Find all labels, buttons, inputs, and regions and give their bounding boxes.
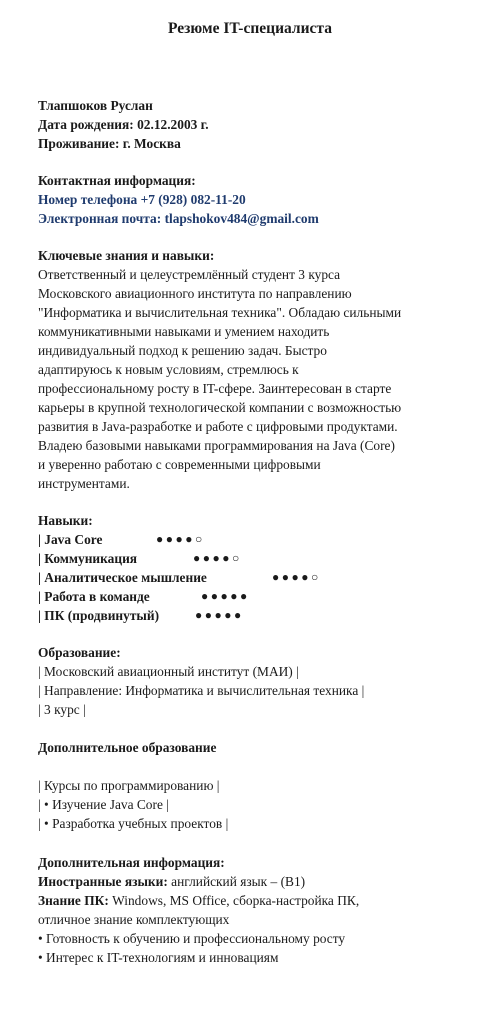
- skill-label: | Java Core: [38, 532, 103, 547]
- summary-line: профессиональному росту в IT-сфере. Заинтересован в старте: [38, 381, 392, 396]
- summary-line: Ответственный и целеустремлённый студент 3 курса: [38, 267, 341, 282]
- birth-date-label: Дата рождения:: [38, 117, 134, 132]
- email-label: Электронная почта:: [38, 211, 162, 226]
- education-section: [38, 643, 462, 719]
- residence-label: Проживание:: [38, 136, 120, 151]
- skill-row: [38, 568, 462, 587]
- personal-section: [38, 96, 462, 153]
- education-line: | Московский авиационный институт (МАИ) |: [38, 664, 299, 679]
- birth-date-row: [38, 115, 462, 134]
- skill-row: [38, 606, 462, 625]
- languages-label: Иностранные языки:: [38, 874, 168, 889]
- skill-level-dots: ●●●●●: [195, 608, 244, 622]
- pc-skills-row: [38, 891, 462, 910]
- summary-line: и уверенно работаю с современными цифровыми: [38, 457, 321, 472]
- email-link[interactable]: tlapshokov484@gmail.com: [164, 211, 319, 226]
- summary-section: [38, 246, 462, 493]
- birth-date-value: 02.12.2003 г.: [137, 117, 209, 132]
- skill-row: [38, 549, 462, 568]
- person-name: Тлапшоков Руслан: [38, 98, 153, 113]
- summary-line: Московского авиационного института по направлению: [38, 286, 352, 301]
- education-line: | Направление: Информатика и вычислительная техника |: [38, 683, 365, 698]
- skill-label: | Аналитическое мышление: [38, 570, 207, 585]
- skill-row: [38, 530, 462, 549]
- pc-skills-value-continued: отличное знание комплектующих: [38, 912, 230, 927]
- additional-education-line: | • Изучение Java Core |: [38, 797, 169, 812]
- skill-level-dots: ●●●●○: [156, 532, 205, 546]
- summary-line: "Информатика и вычислительная техника". Обладаю сильными: [38, 305, 402, 320]
- additional-education-section: [38, 738, 462, 833]
- summary-line: Владею базовыми навыками программирования на Java (Core): [38, 438, 395, 453]
- languages-value: английский язык – (B1): [171, 874, 306, 889]
- additional-info-bullet: • Готовность к обучению и профессиональному росту: [38, 931, 346, 946]
- summary-heading: Ключевые знания и навыки:: [38, 248, 215, 263]
- summary-paragraph: [38, 265, 462, 493]
- contacts-heading: Контактная информация:: [38, 173, 196, 188]
- education-heading: Образование:: [38, 645, 121, 660]
- skill-level-dots: ●●●●●: [201, 589, 250, 603]
- additional-info-bullet: • Интерес к IT-технологиям и инновациям: [38, 950, 279, 965]
- languages-row: [38, 872, 462, 891]
- residence-row: [38, 134, 462, 153]
- skill-level-dots: ●●●●○: [272, 570, 321, 584]
- education-line: | 3 курс |: [38, 702, 86, 717]
- summary-line: коммуникативными навыками и умением находить: [38, 324, 330, 339]
- additional-education-line: | Курсы по программированию |: [38, 778, 220, 793]
- skills-heading: Навыки:: [38, 513, 93, 528]
- pc-skills-value: Windows, MS Office, сборка-настройка ПК,: [112, 893, 360, 908]
- summary-line: карьеры в крупной технологической компании с возможностью: [38, 400, 402, 415]
- skill-label: | ПК (продвинутый): [38, 608, 160, 623]
- additional-education-line: | • Разработка учебных проектов |: [38, 816, 229, 831]
- email-row: [38, 209, 462, 228]
- summary-line: инструментами.: [38, 476, 130, 491]
- pc-skills-label: Знание ПК:: [38, 893, 109, 908]
- contacts-section: [38, 171, 462, 228]
- additional-info-section: [38, 853, 462, 967]
- summary-line: индивидуальный подход к решению задач. Быстро: [38, 343, 327, 358]
- skill-row: [38, 587, 462, 606]
- skills-section: [38, 511, 462, 625]
- additional-education-heading: Дополнительное образование: [38, 740, 217, 755]
- summary-line: развития в Java-разработке и работе с цифровыми продуктами.: [38, 419, 398, 434]
- residence-value: г. Москва: [122, 136, 181, 151]
- skill-level-dots: ●●●●○: [193, 551, 242, 565]
- phone-label: Номер телефона: [38, 192, 138, 207]
- skill-label: | Коммуникация: [38, 551, 138, 566]
- additional-info-heading: Дополнительная информация:: [38, 855, 225, 870]
- page-title: Резюме IT-специалиста: [168, 20, 332, 37]
- skill-label: | Работа в команде: [38, 589, 150, 604]
- summary-line: адаптируюсь к новым условиям, стремлюсь к: [38, 362, 299, 377]
- phone-value[interactable]: +7 (928) 082-11-20: [140, 192, 246, 207]
- phone-row: [38, 190, 462, 209]
